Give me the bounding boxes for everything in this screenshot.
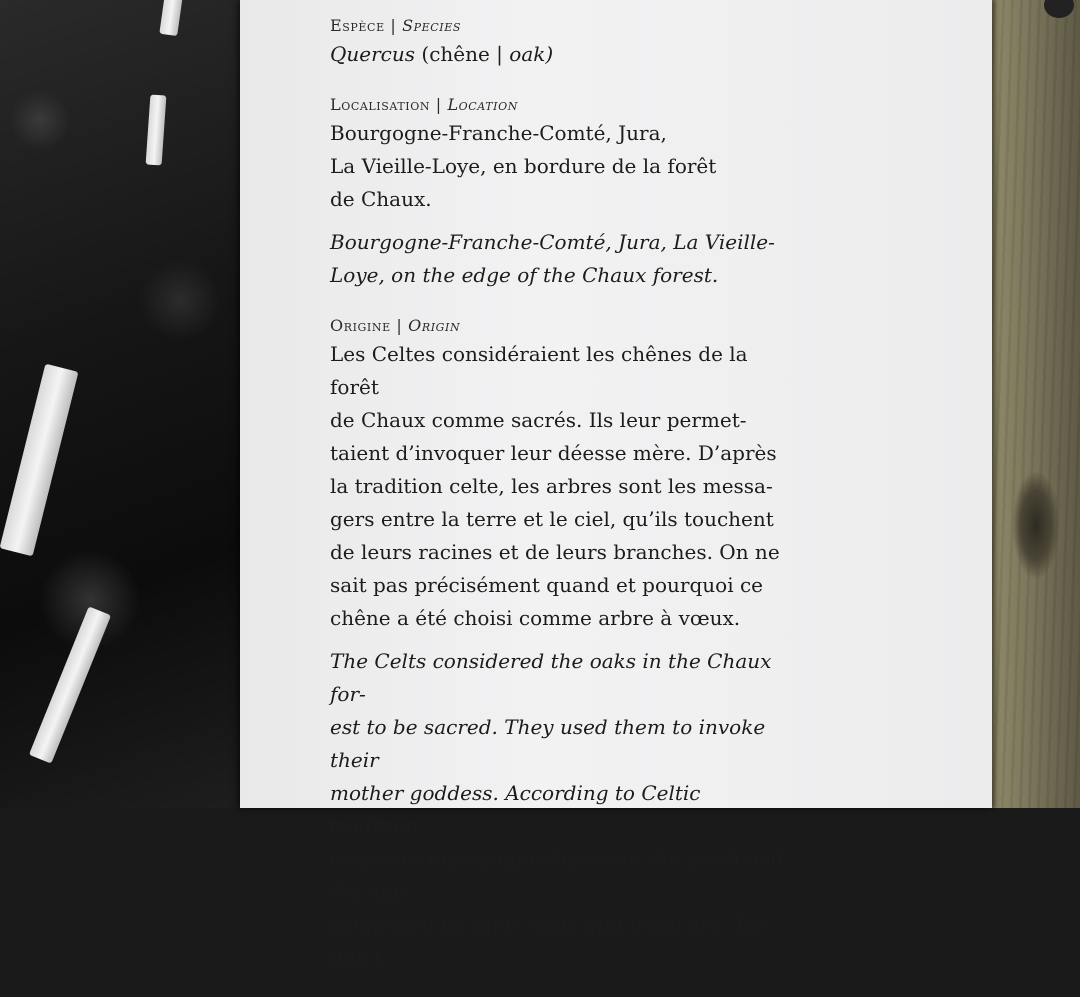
heading-separator: |	[435, 95, 442, 114]
location-fr-line: Bourgogne-Franche-Comté, Jura,	[330, 121, 667, 145]
location-section	[330, 93, 790, 292]
origin-fr-line: chêne a été choisi comme arbre à vœux.	[330, 606, 741, 630]
origin-en-line: mother goddess. According to Celtic tradition,	[330, 781, 701, 838]
location-en-line: Loye, on the edge of the Chaux forest.	[330, 263, 719, 287]
wood-knot	[1012, 470, 1060, 580]
origin-fr-line: taient d’invoquer leur déesse mère. D’après	[330, 441, 777, 465]
origin-fr-line: gers entre la terre et le ciel, qu’ils touchent	[330, 507, 774, 531]
species-common-fr: (chêne |	[421, 42, 503, 66]
paper-scrap	[29, 606, 111, 763]
species-section	[330, 14, 790, 71]
paper-scrap	[159, 0, 182, 36]
origin-fr-line: de Chaux comme sacrés. Ils leur permet-	[330, 408, 747, 432]
information-panel	[240, 0, 992, 970]
origin-heading-fr: Origine	[330, 316, 391, 335]
location-fr-line: La Vieille-Loye, en bordure de la forêt	[330, 154, 717, 178]
origin-heading-en: Origin	[408, 316, 461, 335]
panel-content	[330, 14, 790, 997]
origin-heading	[330, 314, 790, 338]
origin-fr-line: sait pas précisément quand et pourquoi ce	[330, 573, 763, 597]
species-heading-en: Species	[402, 16, 461, 35]
species-value	[330, 38, 790, 71]
bolt-icon	[1044, 0, 1074, 18]
origin-en-line: The Celts considered the oaks in the Chaux for-	[330, 649, 772, 706]
origin-fr-line: la tradition celte, les arbres sont les messa-	[330, 474, 773, 498]
location-heading-fr: Localisation	[330, 95, 431, 114]
species-common-en: oak)	[509, 42, 554, 66]
paper-scrap	[146, 95, 167, 166]
species-heading-fr: Espèce	[330, 16, 385, 35]
origin-en-line: est to be sacred. They used them to invoke their	[330, 715, 766, 772]
origin-en-line: connected by their roots and branches. We don’t	[330, 913, 766, 970]
origin-en-line: trees are messengers between the earth and the sky,	[330, 847, 785, 904]
location-en-line: Bourgogne-Franche-Comté, Jura, La Vieille-	[330, 230, 775, 254]
origin-fr-line: Les Celtes considéraient les chênes de la forêt	[330, 342, 748, 399]
heading-separator: |	[390, 16, 397, 35]
location-fr-line: de Chaux.	[330, 187, 432, 211]
species-genus: Quercus	[330, 42, 416, 66]
paper-scrap	[0, 364, 78, 557]
origin-fr-line: de leurs racines et de leurs branches. On ne	[330, 540, 780, 564]
location-heading-en: Location	[447, 95, 518, 114]
location-heading	[330, 93, 790, 117]
origin-section	[330, 314, 790, 975]
heading-separator: |	[396, 316, 403, 335]
species-heading	[330, 14, 790, 38]
background-poster	[0, 0, 260, 808]
